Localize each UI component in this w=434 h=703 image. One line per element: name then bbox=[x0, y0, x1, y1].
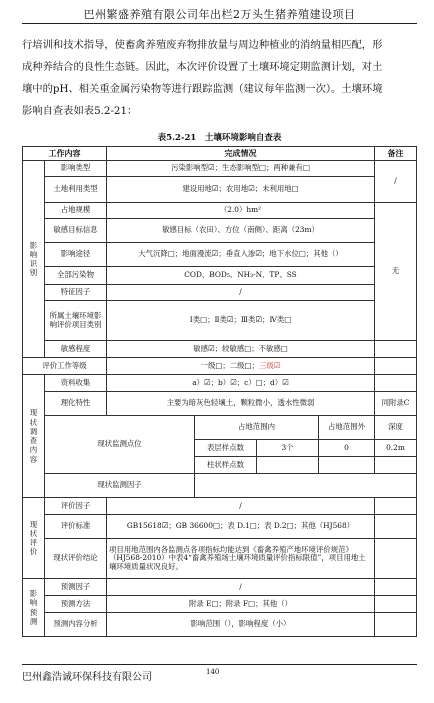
row-note bbox=[375, 498, 417, 515]
row-label: 评价标准 bbox=[45, 515, 107, 539]
column-depth bbox=[375, 457, 417, 474]
row-label: 影响类型 bbox=[45, 161, 107, 177]
row-value: 附录 E□；附录 F□；其他（） bbox=[107, 596, 375, 613]
row-label: 资料收集 bbox=[45, 375, 107, 392]
header-content: 工作内容 bbox=[23, 147, 107, 161]
col-header-out: 占地范围外 bbox=[319, 416, 375, 440]
row-value: / bbox=[107, 579, 375, 596]
row-value: COD、BOD₅、NH₃-N、TP、SS bbox=[107, 267, 375, 285]
row-value: 主要为暗灰色轻壤土，颗粒微小，透水性微弱 bbox=[107, 392, 375, 416]
row-label: 占地规模 bbox=[45, 203, 107, 219]
header-note: 备注 bbox=[375, 147, 417, 161]
surface-label: 表层样点数 bbox=[195, 440, 257, 457]
row-note bbox=[375, 539, 417, 579]
footer-divider bbox=[22, 664, 417, 665]
row-note bbox=[375, 613, 417, 637]
table-caption: 表5.2-21 土壤环境影响自查表 bbox=[157, 133, 282, 143]
footer-company: 巴州鑫浩诚环保科技有限公司 bbox=[22, 672, 152, 683]
group-predict: 影响预测 bbox=[23, 579, 45, 637]
row-label: 现状监测点位 bbox=[45, 416, 195, 474]
header-divider bbox=[22, 23, 417, 24]
row-note bbox=[375, 515, 417, 539]
paragraph-line: 成种养结合的良性生态链。因此，本次评价设置了土壤环境定期监测计划，对土 bbox=[22, 61, 383, 73]
soil-self-check-table bbox=[22, 146, 417, 637]
paragraph-line: 壤中的pH、相关重金属污染物等进行跟踪监测（建议每年监测一次）。土壤环境 bbox=[22, 83, 383, 95]
row-note: 无 bbox=[375, 203, 417, 341]
row-note: 同附录C bbox=[375, 392, 417, 416]
row-label: 影响途径 bbox=[45, 243, 107, 267]
row-label: 敏感目标信息 bbox=[45, 219, 107, 243]
row-value: Ⅰ类□；Ⅱ类☑；Ⅲ类☑；Ⅳ类□ bbox=[107, 301, 375, 341]
surface-depth: 0.2m bbox=[375, 440, 417, 457]
row-label: 现状评价结论 bbox=[45, 539, 107, 579]
row-value: 影响范围（），影响程度（小） bbox=[107, 613, 375, 637]
paragraph-line: 行培训和技术指导，使畜禽养殖废弃物排放量与周边种植业的消纳量相匹配，形 bbox=[22, 39, 383, 51]
row-label: 特征因子 bbox=[45, 285, 107, 301]
column-label: 柱状样点数 bbox=[195, 457, 257, 474]
row-value: 污染影响型☑；生态影响型□；两种兼有□ bbox=[107, 161, 375, 177]
row-value bbox=[195, 474, 417, 498]
col-header-in: 占地范围内 bbox=[195, 416, 319, 440]
row-label: 理化特性 bbox=[45, 392, 107, 416]
row-value: GB15618☑；GB 36600□；表 D.1□；表 D.2□；其他（HJ568） bbox=[107, 515, 375, 539]
surface-out: 0 bbox=[319, 440, 375, 457]
row-label: 评价工作等级 bbox=[23, 358, 107, 375]
header-status: 完成情况 bbox=[107, 147, 375, 161]
col-header-depth: 深度 bbox=[375, 416, 417, 440]
row-value: / bbox=[107, 498, 375, 515]
row-note bbox=[375, 579, 417, 596]
row-note bbox=[375, 341, 417, 358]
row-value: 敏感☑；较敏感□；不敏感□ bbox=[107, 341, 375, 358]
row-label: 土地利用类型 bbox=[45, 177, 107, 203]
row-note bbox=[375, 596, 417, 613]
row-label: 所属土壤环境影响评价项目类别 bbox=[45, 301, 107, 341]
column-in bbox=[257, 457, 319, 474]
surface-in: 3个 bbox=[257, 440, 319, 457]
row-label: 预测因子 bbox=[45, 579, 107, 596]
row-label: 敏感程度 bbox=[45, 341, 107, 358]
row-note bbox=[375, 375, 417, 392]
column-out bbox=[319, 457, 375, 474]
row-label: 预测方法 bbox=[45, 596, 107, 613]
row-value: / bbox=[107, 285, 375, 301]
row-label: 评价因子 bbox=[45, 498, 107, 515]
row-label: 现状监测因子 bbox=[45, 474, 195, 498]
row-note: / bbox=[375, 161, 417, 203]
group-current: 现状调查内容 bbox=[23, 375, 45, 498]
row-value: a）☑；b）☑；c）□；d）☑ bbox=[107, 375, 375, 392]
row-value: 项目用地范围内各监测点各项指标均能达到《畜禽养殖产地环境评价规范》（HJ568-2010）中表4“畜禽养殖场土壤环境质量评价指标限值”，项目用地土壤环境质量状况良好。 bbox=[107, 539, 375, 579]
page-number: 140 bbox=[206, 668, 220, 676]
row-value: 大气沉降□；地面漫流☑；垂直入渗☑；地下水位□；其他（） bbox=[107, 243, 375, 267]
row-value: 一级□；二级□；三级☑ bbox=[107, 358, 375, 375]
row-value: 建设用地☑；农用地☑；未利用地□ bbox=[107, 177, 375, 203]
row-label: 全部污染物 bbox=[45, 267, 107, 285]
body-paragraph bbox=[22, 34, 417, 122]
paragraph-line: 影响自查表如表5.2-21： bbox=[22, 105, 138, 117]
row-label: 预测内容分析 bbox=[45, 613, 107, 637]
group-evaluate: 现状评价 bbox=[23, 498, 45, 579]
row-value: 敏感目标（农田）、方位（南侧）、距离（23m） bbox=[107, 219, 375, 243]
page-header: 巴州繁盛养殖有限公司年出栏2万头生猪养殖建设项目 bbox=[83, 8, 356, 21]
row-value: （2.0）hm² bbox=[107, 203, 375, 219]
row-note bbox=[375, 358, 417, 375]
grade-selected: 三级☑ bbox=[258, 360, 281, 370]
group-identify: 影响识别 bbox=[23, 161, 45, 358]
